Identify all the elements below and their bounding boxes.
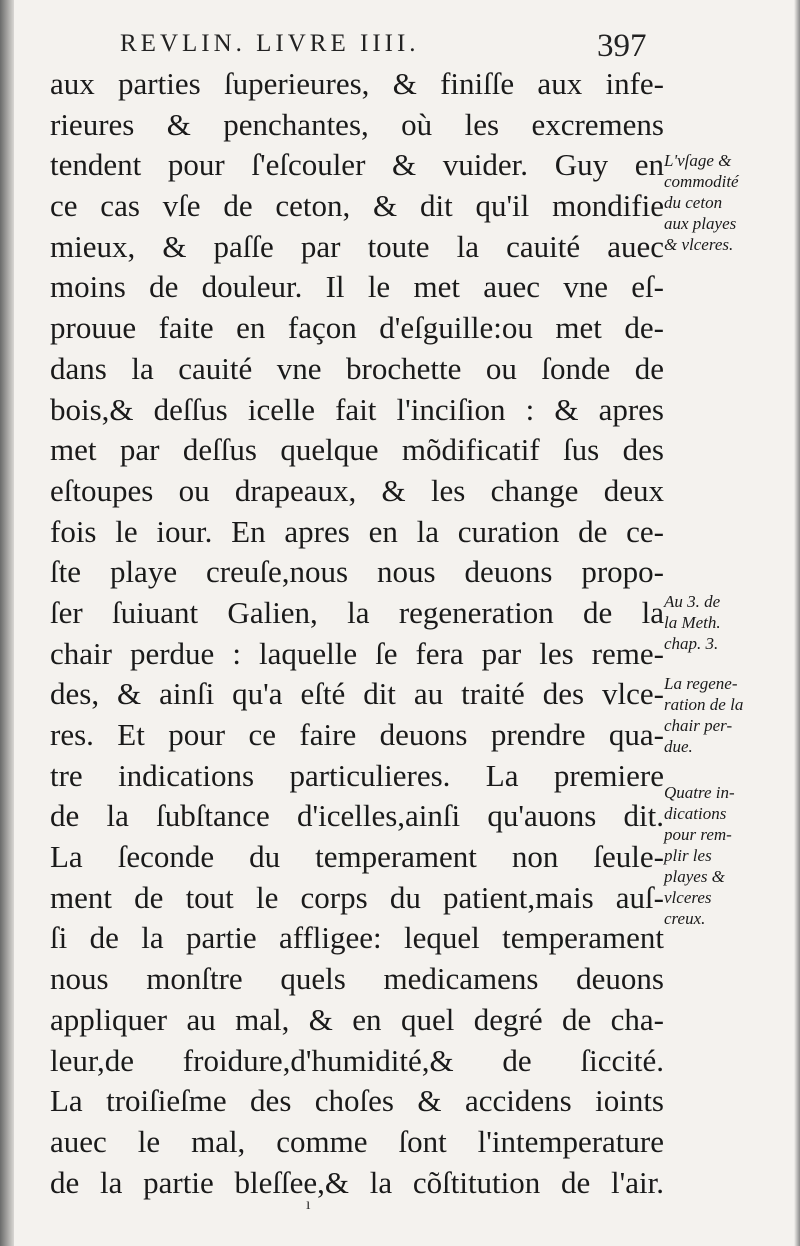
text-line: mieux, & paſſe par toute la cauité auec [50,228,664,264]
text-line: ce cas vſe de ceton, & dit qu'il mondifie [50,188,664,224]
marginal-note-line: & vlceres. [664,235,734,254]
marginal-note-line: commodité [664,172,739,191]
marginal-note-line: pour rem- [664,825,732,844]
text-line: tendent pour ſ'eſcouler & vuider. Guy en [50,147,664,183]
text-line: ment de tout le corps du patient,mais auſ- [50,879,664,915]
marginal-note-usage-ceton [664,150,796,255]
text-line: res. Et pour ce faire deuons prendre qua- [50,717,664,752]
text-line: bois,& deſſus icelle fait l'inciſion : & apres [50,391,664,427]
marginal-note-line: playes & [664,867,725,886]
running-head: REVLIN. LIVRE IIII. [120,30,420,57]
text-line: prouue faite en façon d'eſguille:ou met de- [50,310,664,346]
marginal-note-line: chap. 3. [664,634,719,653]
signature-mark: ı [306,1196,311,1213]
text-line: rieures & penchantes, où les excremens [50,106,664,142]
text-line: eſtoupes ou drapeaux, & les change deux [50,472,664,508]
marginal-note-line: creux. [664,909,706,928]
text-line: ſer ſuiuant Galien, la regeneration de la [50,594,664,630]
marginal-note-line: due. [664,737,693,756]
marginal-note-regeneration [664,673,796,757]
text-line: moins de douleur. Il le met auec vne eſ- [50,269,664,305]
text-line: des, & ainſi qu'a eſté dit au traité des vlce- [50,676,664,712]
marginal-note-line: aux playes [664,214,737,233]
text-line: chair perdue : laquelle ſe fera par les reme- [50,635,664,671]
text-line: nous monſtre quels medicamens deuons [50,961,664,997]
text-line: La troiſieſme des choſes & accidens ioints [50,1083,664,1119]
marginal-note-reference [664,591,796,654]
text-line: de la ſubſtance d'icelles,ainſi qu'auons dit. [50,798,664,834]
text-line: ſi de la partie affligee: lequel temperament [50,920,664,956]
text-line: ſte playe creuſe,nous nous deuons propo- [50,554,664,590]
page-number: 397 [597,28,647,64]
marginal-note-line: vlceres [664,888,712,907]
text-line: tre indications particulieres. La premiere [50,757,664,793]
marginal-note-line: la Meth. [664,613,721,632]
text-line: dans la cauité vne brochette ou ſonde de [50,350,664,386]
marginal-note-line: Au 3. de [664,592,721,611]
text-line: fois le iour. En apres en la curation de ce- [50,513,664,549]
marginal-note-line: du ceton [664,193,723,212]
marginal-note-line: dications [664,804,727,823]
text-line: leur,de froidure,d'humidité,& de ſiccité. [50,1042,664,1078]
marginal-note-line: chair per- [664,716,733,735]
text-line: de la partie bleſſee,& la cõſtitution de l'air. [50,1164,664,1200]
marginal-note-line: ration de la [664,695,744,714]
text-line: La ſeconde du temperament non ſeule- [50,839,664,875]
marginal-note-line: La regene- [664,674,738,693]
text-line: auec le mal, comme ſont l'intemperature [50,1123,664,1159]
text-line: aux parties ſuperieures, & finiſſe aux infe- [50,66,664,101]
marginal-note-line: plir les [664,846,712,865]
text-line: met par deſſus quelque mõdificatif ſus des [50,432,664,468]
marginal-note-line: L'vſage & [664,151,732,170]
text-line: appliquer au mal, & en quel degré de cha- [50,1001,664,1037]
page-gutter-shadow [0,0,14,1246]
marginal-note-line: Quatre in- [664,783,735,802]
marginal-note-indications [664,782,796,929]
body-text [50,64,664,1203]
